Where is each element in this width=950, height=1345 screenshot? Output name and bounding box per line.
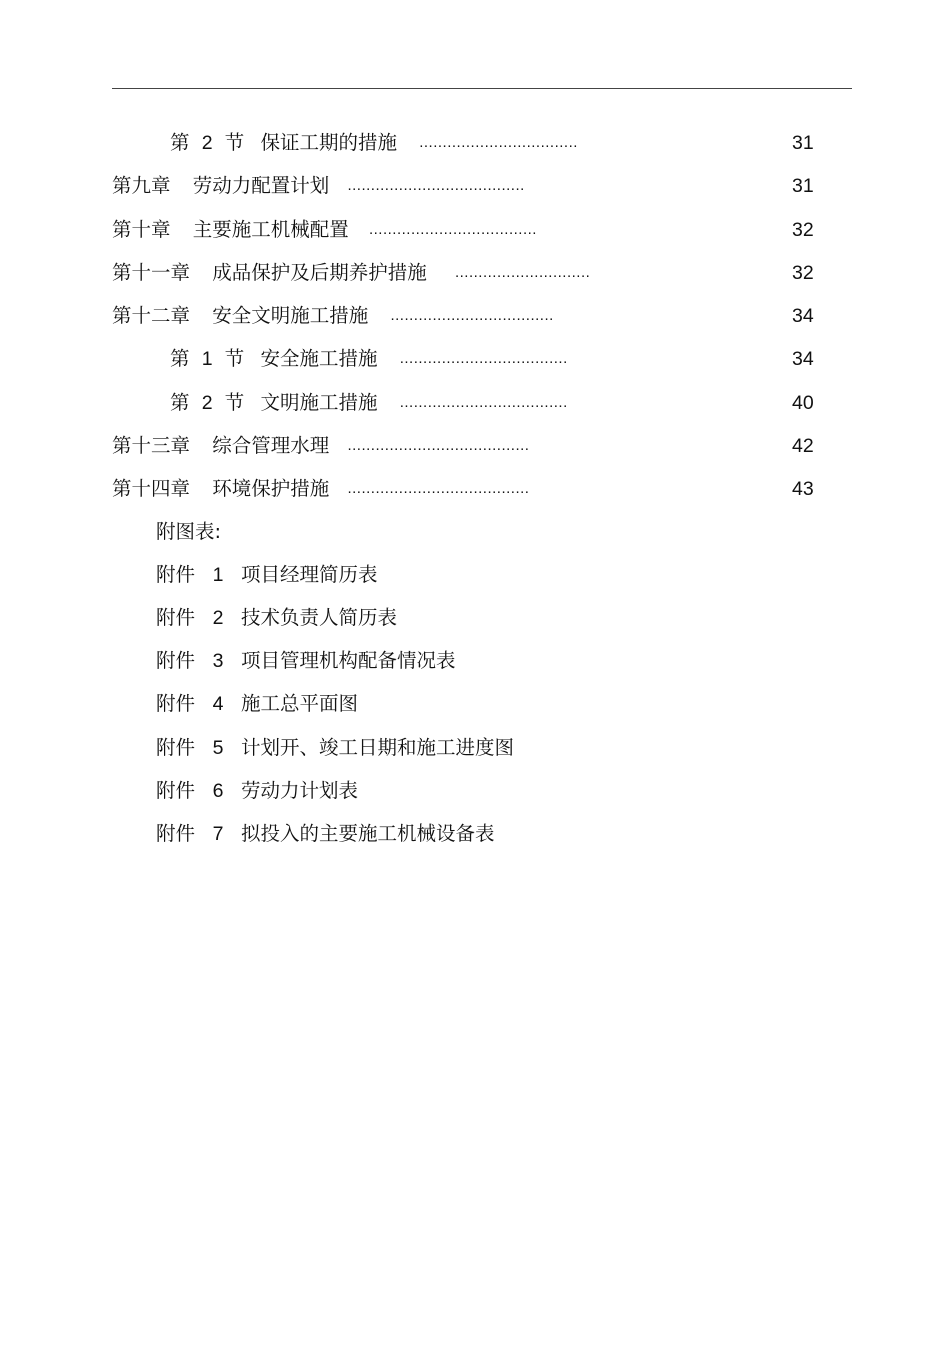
toc-title: 综合管理水理 (212, 434, 330, 457)
toc-page-number: 32 (792, 219, 814, 241)
toc-page-number: 34 (792, 305, 814, 327)
toc-entry[interactable] (170, 129, 578, 157)
attachments-heading: 附图表: (156, 520, 222, 543)
attachment-item[interactable] (156, 561, 378, 589)
toc-section-number: 1 (201, 348, 213, 370)
attachment-item[interactable] (156, 604, 397, 632)
toc-prefix: 第十四章 (112, 477, 191, 500)
attachment-item[interactable] (156, 777, 358, 805)
toc-page-number: 42 (792, 435, 814, 457)
toc-section-number: 2 (201, 132, 213, 154)
attachment-number: 1 (212, 564, 224, 586)
toc-entry[interactable] (112, 216, 537, 244)
toc-entry[interactable] (112, 259, 590, 287)
toc-leader-dots: .................................... (399, 394, 568, 411)
toc-suffix: 节 (224, 131, 245, 154)
attachment-title: 施工总平面图 (241, 692, 359, 715)
attachment-label: 附件 (156, 822, 196, 845)
toc-prefix: 第 (170, 391, 190, 414)
attachment-number: 4 (212, 693, 224, 715)
toc-page-number: 40 (792, 392, 814, 414)
attachment-number: 7 (212, 823, 224, 845)
attachment-number: 2 (212, 607, 224, 629)
attachment-title: 项目管理机构配备情况表 (241, 649, 456, 672)
attachment-item[interactable] (156, 820, 495, 848)
toc-leader-dots: .................................... (368, 221, 537, 238)
toc-prefix: 第十二章 (112, 304, 191, 327)
attachment-number: 3 (212, 650, 224, 672)
toc-title: 保证工期的措施 (260, 131, 398, 154)
toc-prefix: 第 (170, 347, 190, 370)
toc-entry[interactable] (170, 345, 568, 373)
attachment-number: 6 (212, 780, 224, 802)
attachment-label: 附件 (156, 779, 196, 802)
attachment-label: 附件 (156, 692, 196, 715)
toc-page-number: 31 (792, 132, 814, 154)
toc-title: 安全文明施工措施 (212, 304, 369, 327)
toc-prefix: 第 (170, 131, 190, 154)
toc-entry[interactable] (112, 475, 529, 503)
toc-title: 环境保护措施 (212, 477, 330, 500)
header-rule (112, 88, 852, 89)
attachment-title: 项目经理简历表 (241, 563, 378, 586)
toc-suffix: 节 (224, 347, 245, 370)
toc-entry[interactable] (112, 432, 529, 460)
toc-entry[interactable] (112, 302, 554, 330)
toc-prefix: 第十三章 (112, 434, 191, 457)
toc-leader-dots: ....................................... (347, 437, 530, 454)
toc-title: 安全施工措施 (260, 347, 378, 370)
toc-title: 劳动力配置计划 (192, 174, 330, 197)
toc-leader-dots: ....................................... (347, 480, 530, 497)
attachment-title: 技术负责人简历表 (241, 606, 398, 629)
attachment-label: 附件 (156, 736, 196, 759)
toc-prefix: 第十一章 (112, 261, 191, 284)
toc-leader-dots: .................................. (419, 134, 578, 151)
toc-leader-dots: ............................. (454, 264, 591, 281)
toc-entry[interactable] (170, 389, 568, 417)
attachment-label: 附件 (156, 563, 196, 586)
toc-page-number: 43 (792, 478, 814, 500)
attachment-item[interactable] (156, 690, 358, 718)
toc-page-number: 34 (792, 348, 814, 370)
toc-title: 主要施工机械配置 (192, 218, 349, 241)
toc-leader-dots: .................................... (399, 350, 568, 367)
toc-suffix: 节 (224, 391, 245, 414)
toc-leader-dots: ................................... (390, 307, 554, 324)
toc-prefix: 第十章 (112, 218, 171, 241)
attachment-title: 计划开、竣工日期和施工进度图 (241, 736, 515, 759)
toc-prefix: 第九章 (112, 174, 171, 197)
attachment-label: 附件 (156, 649, 196, 672)
attachment-label: 附件 (156, 606, 196, 629)
attachment-title: 拟投入的主要施工机械设备表 (241, 822, 495, 845)
toc-page-number: 32 (792, 262, 814, 284)
attachment-number: 5 (212, 737, 224, 759)
attachment-item[interactable] (156, 734, 514, 762)
toc-title: 成品保护及后期养护措施 (212, 261, 427, 284)
toc-page-number: 31 (792, 175, 814, 197)
attachment-item[interactable] (156, 647, 456, 675)
toc-title: 文明施工措施 (260, 391, 378, 414)
attachment-title: 劳动力计划表 (241, 779, 359, 802)
toc-entry[interactable] (112, 172, 525, 200)
toc-leader-dots: ...................................... (347, 177, 525, 194)
toc-section-number: 2 (201, 392, 213, 414)
